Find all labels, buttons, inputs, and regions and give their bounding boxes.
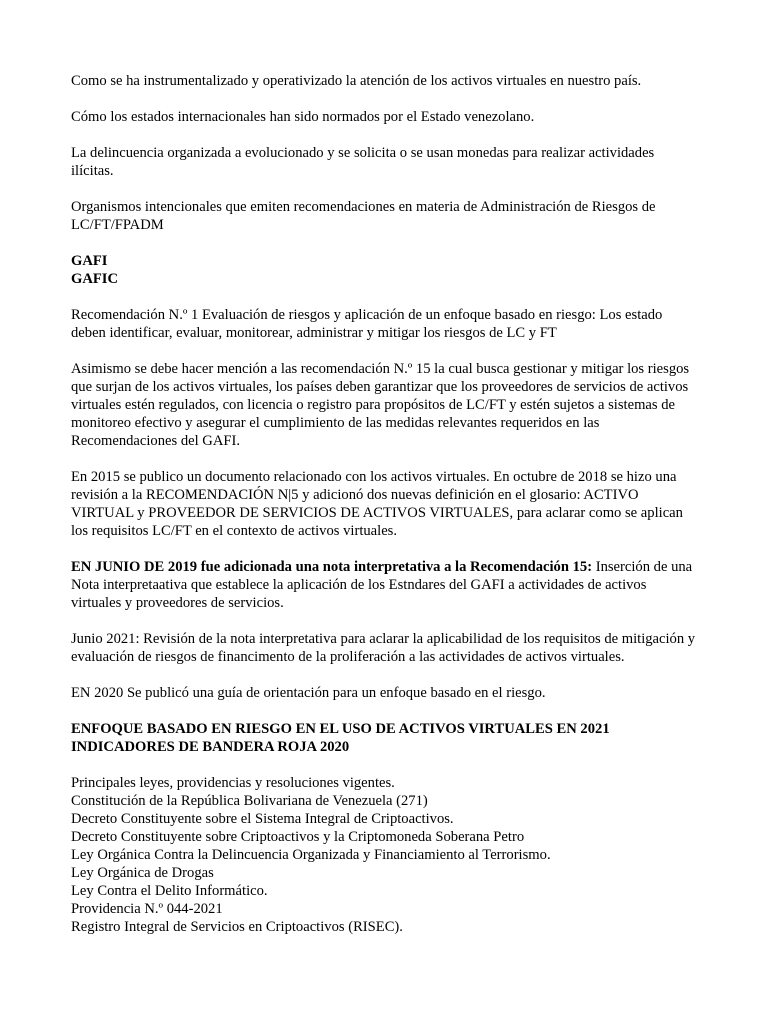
heading-enfoque-basado bbox=[71, 720, 699, 756]
heading-gafi bbox=[71, 252, 699, 288]
laws-heading: Principales leyes, providencias y resoluciones vigentes. bbox=[71, 775, 395, 791]
law-item: Registro Integral de Servicios en Criptoactivos (RISEC). bbox=[71, 919, 403, 935]
law-item: Constitución de la República Bolivariana de Venezuela (271) bbox=[71, 793, 428, 809]
law-item: Ley Orgánica Contra la Delincuencia Organizada y Financiamiento al Terrorismo. bbox=[71, 847, 551, 863]
heading-gafic-line: GAFIC bbox=[71, 271, 119, 287]
heading-bandera-roja-line: INDICADORES DE BANDERA ROJA 2020 bbox=[71, 739, 350, 755]
law-item: Decreto Constituyente sobre el Sistema Integral de Criptoactivos. bbox=[71, 811, 454, 827]
paragraph-recomendacion-15: Asimismo se debe hacer mención a las recomendación N.º 15 la cual busca gestionar y mitigar los riesgos que surjan de los activos virtuales, los países deben garantizar que los proveedores de servicios de activos virtuales estén regulados, con licencia o registro para propósitos de LC/FT y estén sujetos a sistemas de monitoreo efectivo y asegurar el cumplimiento de las medidas relevantes requeridos en las Recomendaciones del GAFI. bbox=[71, 361, 690, 449]
paragraph-estados-internacionales: Cómo los estados internacionales han sido normados por el Estado venezolano. bbox=[71, 109, 535, 125]
junio-2019-rest: Inserción de una Nota interpretaativa que establece la aplicación de los Estndares del GAFI a actividades de activos virtuales y proveedores de servicios. bbox=[71, 559, 693, 611]
document-page bbox=[71, 72, 699, 936]
heading-gafi-line: GAFI bbox=[71, 253, 108, 269]
paragraph-organismos: Organismos intencionales que emiten recomendaciones en materia de Administración de Riesgos de LC/FT/FPADM bbox=[71, 199, 656, 233]
junio-2019-bold-lead: EN JUNIO DE 2019 fue adicionada una nota interpretativa a la Recomendación 15: bbox=[71, 559, 593, 575]
paragraph-2015-documento: En 2015 se publico un documento relacionado con los activos virtuales. En octubre de 2018 se hizo una revisión a la RECOMENDACIÓN N|5 y adicionó dos nuevas definición en el glosario: ACTIVO VIRTUAL y PROVEEDOR DE SERVICIOS DE ACTIVOS VIRTUALES, para aclarar como se aplican los requisitos LC/FT en el contexto de activos virtuales. bbox=[71, 469, 683, 539]
law-item: Decreto Constituyente sobre Criptoactivos y la Criptomoneda Soberana Petro bbox=[71, 829, 525, 845]
heading-enfoque-line: ENFOQUE BASADO EN RIESGO EN EL USO DE ACTIVOS VIRTUALES EN 2021 bbox=[71, 721, 610, 737]
paragraph-2020-guia: EN 2020 Se publicó una guía de orientación para un enfoque basado en el riesgo. bbox=[71, 685, 546, 701]
paragraph-instrumentalizacion: Como se ha instrumentalizado y operativizado la atención de los activos virtuales en nuestro país. bbox=[71, 73, 642, 89]
law-item: Providencia N.º 044-2021 bbox=[71, 901, 223, 917]
paragraph-junio-2019 bbox=[71, 558, 699, 612]
law-item: Ley Contra el Delito Informático. bbox=[71, 883, 268, 899]
law-item: Ley Orgánica de Drogas bbox=[71, 865, 214, 881]
laws-list bbox=[71, 774, 699, 936]
paragraph-junio-2021: Junio 2021: Revisión de la nota interpretativa para aclarar la aplicabilidad de los requisitos de mitigación y evaluación de riesgos de financimento de la proliferación a las actividades de activos virtuales. bbox=[71, 631, 696, 665]
paragraph-recomendacion-1: Recomendación N.º 1 Evaluación de riesgos y aplicación de un enfoque basado en riesgo: Los estado deben identificar, evaluar, monitorear, administrar y mitigar los riesgos de LC y FT bbox=[71, 307, 663, 341]
paragraph-delincuencia: La delincuencia organizada a evolucionado y se solicita o se usan monedas para realizar actividades ilícitas. bbox=[71, 145, 655, 179]
